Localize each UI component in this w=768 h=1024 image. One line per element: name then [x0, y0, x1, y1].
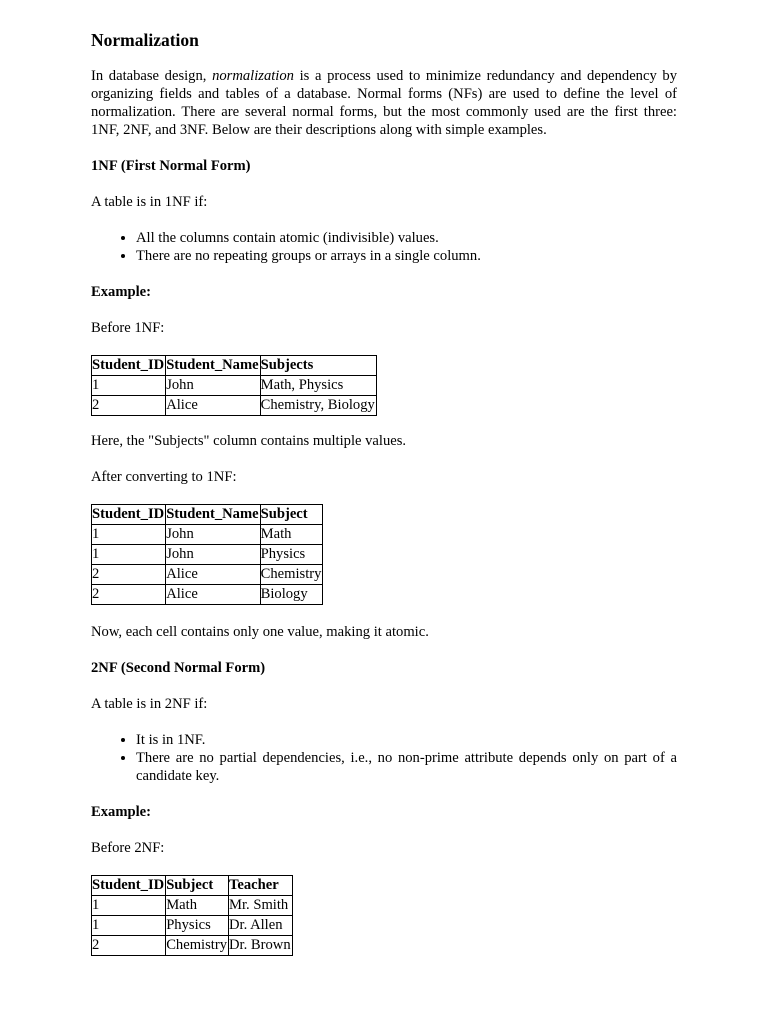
intro-text-start: In database design,	[91, 68, 213, 84]
note-1nf: Here, the "Subjects" column contains multiple values.	[91, 433, 407, 449]
table-header-cell: Student_Name	[166, 505, 260, 525]
section-heading-2nf: 2NF (Second Normal Form)	[91, 660, 266, 676]
table-header-cell: Subject	[260, 505, 323, 525]
list-item: • There are no partial dependencies, i.e., no non-prime attribute depends only on part of a candidate key.	[136, 749, 677, 785]
table-cell: 1	[92, 376, 166, 396]
table-cell: 1	[92, 525, 166, 545]
example-label-1nf: Example:	[91, 284, 151, 300]
table-cell: John	[166, 545, 260, 565]
table-cell: Dr. Brown	[229, 936, 293, 956]
table-cell: 2	[92, 565, 166, 585]
intro-emphasis: normalization	[212, 68, 294, 84]
table-header-cell: Subject	[166, 876, 229, 896]
table-cell: 1	[92, 916, 166, 936]
section-heading-1nf: 1NF (First Normal Form)	[91, 158, 251, 174]
table-before-1nf	[91, 355, 377, 416]
table-cell: Chemistry	[260, 565, 323, 585]
list-item: • All the columns contain atomic (indivisible) values.	[136, 229, 677, 247]
table-row	[92, 376, 377, 396]
table-header-row	[92, 356, 377, 376]
table-cell: Biology	[260, 585, 323, 605]
section-lead-2nf: A table is in 2NF if:	[91, 696, 208, 712]
list-item: • There are no repeating groups or arrays in a single column.	[136, 247, 677, 265]
table-cell: Physics	[166, 916, 229, 936]
document-title: Normalization	[91, 30, 199, 50]
bullet-list-2nf	[91, 731, 677, 785]
table-row	[92, 396, 377, 416]
table-cell: Physics	[260, 545, 323, 565]
table-cell: John	[166, 376, 260, 396]
table-header-cell: Subjects	[260, 356, 376, 376]
table-cell: 2	[92, 936, 166, 956]
before-label-2nf: Before 2NF:	[91, 840, 165, 856]
table-header-cell: Student_ID	[92, 356, 166, 376]
table-cell: John	[166, 525, 260, 545]
list-item: • It is in 1NF.	[136, 731, 677, 749]
table-header-cell: Student_Name	[166, 356, 260, 376]
table-cell: Alice	[166, 585, 260, 605]
table-cell: 1	[92, 545, 166, 565]
conclusion-1nf: Now, each cell contains only one value, making it atomic.	[91, 624, 429, 640]
table-row	[92, 896, 293, 916]
table-cell: Dr. Allen	[229, 916, 293, 936]
table-cell: Mr. Smith	[229, 896, 293, 916]
table-row	[92, 545, 323, 565]
table-cell: 2	[92, 396, 166, 416]
table-row	[92, 585, 323, 605]
table-cell: 2	[92, 585, 166, 605]
intro-text-end: is a process used to minimize redundancy and dependency by organizing fields and tables of a database. Normal forms (NFs) are used to define the level of normalization. There are several normal forms, but the most commonly used are the first three: 1NF, 2NF, and 3NF. Below are their descriptions along with simple examples.	[91, 68, 677, 138]
table-cell: Math	[166, 896, 229, 916]
table-row	[92, 525, 323, 545]
document-page	[91, 28, 677, 956]
after-label-1nf: After converting to 1NF:	[91, 469, 237, 485]
table-cell: Chemistry	[166, 936, 229, 956]
table-after-1nf	[91, 504, 323, 605]
table-row	[92, 565, 323, 585]
bullet-list-1nf	[91, 229, 677, 265]
table-cell: Alice	[166, 396, 260, 416]
table-header-cell: Student_ID	[92, 876, 166, 896]
table-cell: Math, Physics	[260, 376, 376, 396]
table-header-row	[92, 505, 323, 525]
table-before-2nf	[91, 875, 293, 956]
table-header-cell: Teacher	[229, 876, 293, 896]
intro-paragraph	[91, 67, 677, 139]
example-label-2nf: Example:	[91, 804, 151, 820]
before-label-1nf: Before 1NF:	[91, 320, 165, 336]
table-cell: Alice	[166, 565, 260, 585]
table-header-cell: Student_ID	[92, 505, 166, 525]
table-row	[92, 916, 293, 936]
table-cell: 1	[92, 896, 166, 916]
section-lead-1nf: A table is in 1NF if:	[91, 194, 208, 210]
table-row	[92, 936, 293, 956]
table-cell: Chemistry, Biology	[260, 396, 376, 416]
table-header-row	[92, 876, 293, 896]
table-cell: Math	[260, 525, 323, 545]
